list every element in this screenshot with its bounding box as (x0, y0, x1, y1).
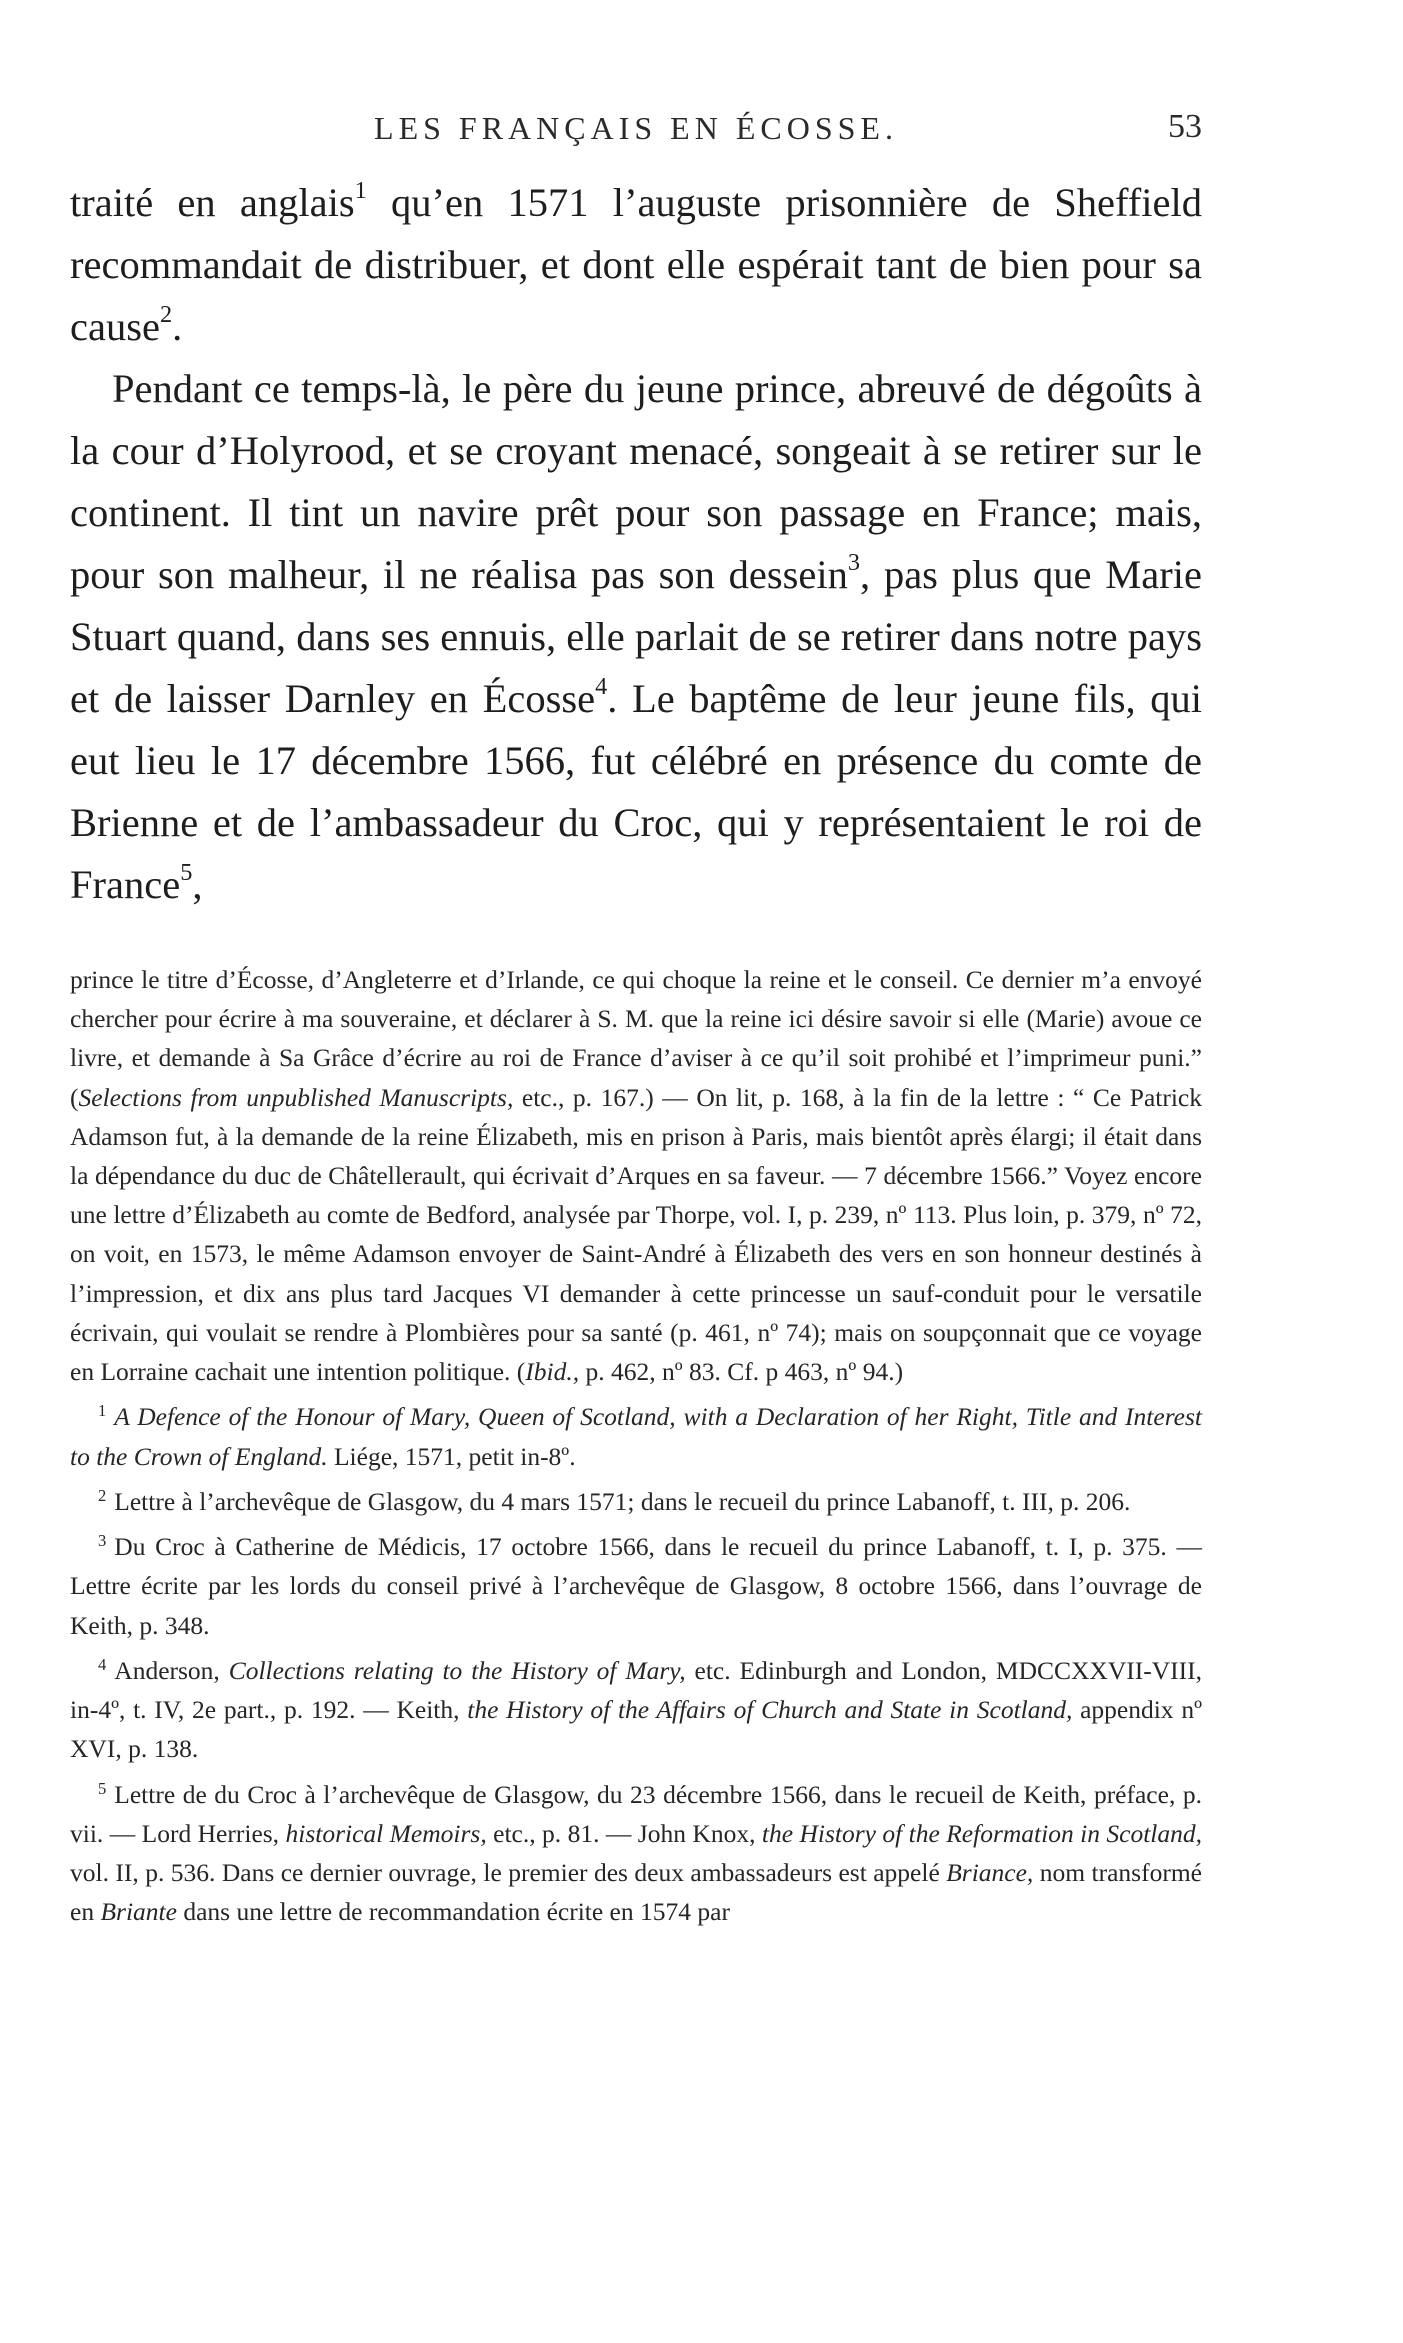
footnote-ref-4: 4 (595, 672, 608, 700)
page-number: 53 (1168, 108, 1202, 145)
footnote-1: $^1$ A Defence of the Honour of Mary, Queen of Scotland, with a Declaration of her Right, Title and Interest to the Crown of England. Liége, 1571, petit in-8º. (70, 1401, 1202, 1471)
footnotes (70, 960, 1202, 1931)
paragraph-2: Pendant ce temps-là, le père du jeune prince, abreuvé de dégoûts à la cour d’Holyrood, et se croyant menacé, songeait à se retirer sur le continent. Il tint un navire prêt pour son passage en France; mais, pour son malheur, il ne réalisa pas son dessein$^3$, pas plus que Marie Stuart quand, dans ses ennuis, elle parlait de se retirer dans notre pays et de laisser Darnley en Écosse$^4$. Le baptême de leur jeune fils, qui eut lieu le 17 décembre 1566, fut célébré en présence du comte de Brienne et de l’ambassadeur du Croc, qui y représentaient le roi de France$^5$, (70, 366, 1203, 907)
footnote-5: $^5$ Lettre de du Croc à l’archevêque de Glasgow, du 23 décembre 1566, dans le recueil de Keith, préface, p. vii. — Lord Herries, historical Memoirs, etc., p. 81. — John Knox, the History of the Reformation in Scotland, vol. II, p. 536. Dans ce dernier ouvrage, le premier des deux ambassadeurs est appelé Briance, nom transformé en Briante dans une lettre de recommandation écrite en 1574 par (70, 1778, 1203, 1927)
footnote-ref-5: 5 (180, 858, 193, 886)
footnote-ref-3: 3 (847, 548, 861, 576)
running-head: LES FRANÇAIS EN ÉCOSSE. (374, 110, 898, 146)
footnote-4: $^4$ Anderson, Collections relating to the History of Mary, etc. Edinburgh and London, MDCCXXVII-VIII, in-4º, t. IV, 2e part., p. 192. — Keith, the History of the Affairs of Church and State in Scotland, appendix nº XVI, p. 138. (70, 1654, 1203, 1764)
footnote-ref-1: 1 (354, 176, 367, 204)
footnote-ref-2: 2 (159, 300, 173, 328)
footnote-3: $^3$ Du Croc à Catherine de Médicis, 17 octobre 1566, dans le recueil du prince Labanoff, t. I, p. 375. — Lettre écrite par les lords du conseil privé à l’archevêque de Glasgow, 8 octobre 1566, dans l’ouvrage de Keith, p. 348. (70, 1531, 1202, 1640)
paragraph-1: traité en anglais$^1$ qu’en 1571 l’auguste prisonnière de Sheffield recommandait de distribuer, et dont elle espérait tant de bien pour sa cause$^2$. (70, 176, 1203, 349)
main-text (70, 172, 1202, 916)
footnote-2: $^2$ Lettre à l’archevêque de Glasgow, du 4 mars 1571; dans le recueil du prince Labanoff, t. III, p. 206. (98, 1485, 1131, 1516)
footnote-number: 2 (98, 1485, 107, 1505)
footnote-number: 1 (98, 1401, 107, 1421)
footnote-number: 5 (98, 1778, 107, 1798)
page-header (70, 110, 1202, 160)
footnote-continuation: prince le titre d’Écosse, d’Angleterre et d’Irlande, ce qui choque la reine et le conseil. Ce dernier m’a envoyé chercher pour écrire à ma souveraine, et déclarer à S. M. que la reine ici désire savoir si elle (Marie) avoue ce livre, et demande à Sa Grâce d’écrire au roi de France d’aviser à ce qu’il soit prohibé et l’imprimeur puni.” (Selections from unpublished Manuscripts, etc., p. 167.) — On lit, p. 168, à la fin de la lettre : “ Ce Patrick Adamson fut, à la demande de la reine Élizabeth, mis en prison à Paris, mais bientôt après élargi; il était dans la dépendance du duc de Châtellerault, qui écrivait d’Arques en sa faveur. — 7 décembre 1566.” Voyez encore une lettre d’Élizabeth au comte de Bedford, analysée par Thorpe, vol. I, p. 239, nº 113. Plus loin, p. 379, nº 72, on voit, en 1573, le même Adamson envoyer de Saint-André à Élizabeth des vers en son honneur destinés à l’impression, et dix ans plus tard Jacques VI demander à cette princesse un sauf-conduit pour le versatile écrivain, qui voulait se rendre à Plombières pour sa santé (p. 461, nº 74); mais on soupçonnait que ce voyage en Lorraine cachait une intention politique. (Ibid., p. 462, nº 83. Cf. p 463, nº 94.) (70, 965, 1202, 1387)
footnote-number: 4 (98, 1654, 107, 1674)
footnote-number: 3 (98, 1531, 107, 1551)
